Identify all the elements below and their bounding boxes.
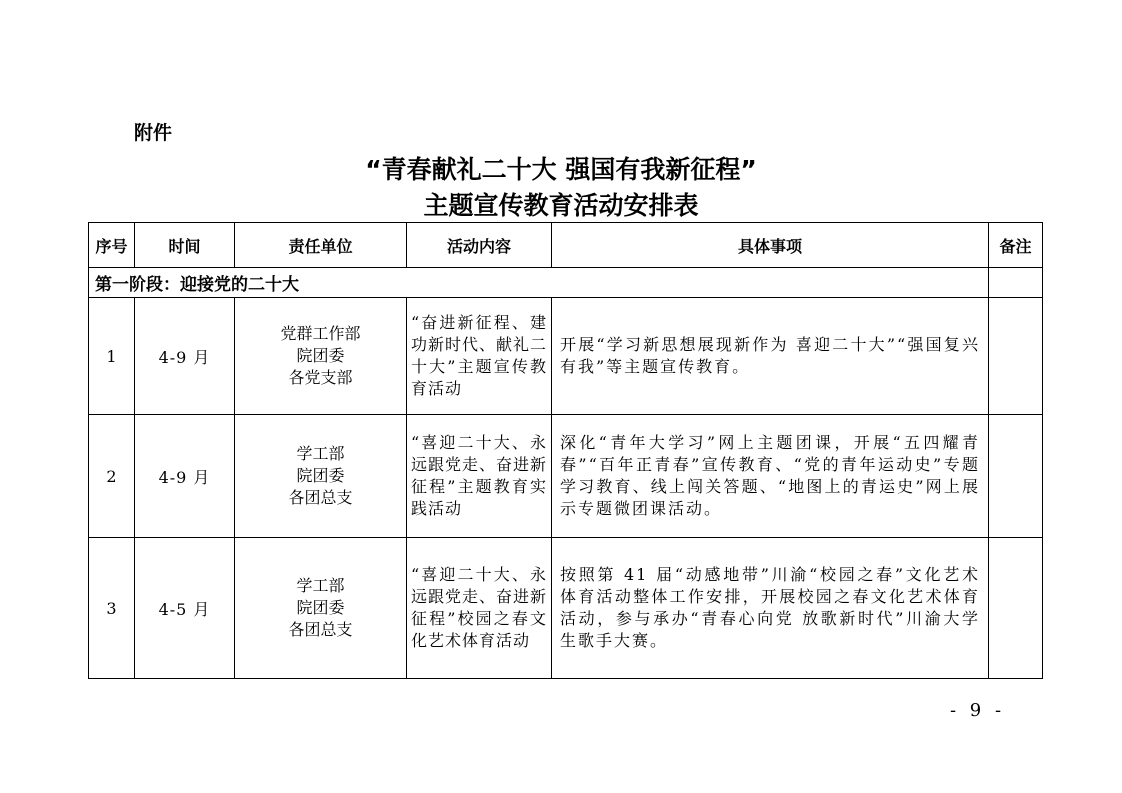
header-row: [89, 223, 1043, 268]
unit-line: 各团总支: [288, 488, 353, 507]
header-remark: 备注: [989, 223, 1043, 268]
row-detail: 深化“青年大学习”网上主题团课，开展“五四耀青春”“百年正青春”宣传教育、“党的青年运动史”专题学习教育、线上闯关答题、“地图上的青运史”网上展示专题微团课活动。: [552, 415, 989, 538]
row-seq: 2: [89, 415, 135, 538]
table-row: [89, 415, 1043, 538]
row-detail: 开展“学习新思想展现新作为 喜迎二十大”“强国复兴有我”等主题宣传教育。: [552, 298, 989, 415]
unit-line: 各党支部: [288, 368, 353, 387]
unit-line: 院团委: [296, 346, 345, 365]
header-seq: 序号: [89, 223, 135, 268]
page-number: - 9 -: [950, 700, 1006, 721]
table-row: [89, 538, 1043, 679]
document-title-line1: “青春献礼二十大 强国有我新征程”: [365, 155, 757, 184]
row-time: 4-9 月: [135, 415, 235, 538]
row-time: 4-9 月: [135, 298, 235, 415]
stage-remark-cell: [989, 268, 1043, 298]
row-remark: [989, 298, 1043, 415]
row-seq: 1: [89, 298, 135, 415]
row-unit: [235, 538, 407, 679]
row-seq: 3: [89, 538, 135, 679]
row-activity: “喜迎二十大、永远跟党走、奋进新征程”校园之春文化艺术体育活动: [407, 538, 552, 679]
row-unit: [235, 298, 407, 415]
document-title-line2: 主题宣传教育活动安排表: [423, 191, 699, 220]
row-remark: [989, 538, 1043, 679]
unit-line: 党群工作部: [280, 324, 361, 343]
row-time: 4-5 月: [135, 538, 235, 679]
unit-line: 学工部: [296, 576, 345, 595]
header-unit: 责任单位: [235, 223, 407, 268]
row-activity: “奋进新征程、建功新时代、献礼二十大”主题宣传教育活动: [407, 298, 552, 415]
header-activity: 活动内容: [407, 223, 552, 268]
table-row: [89, 298, 1043, 415]
header-detail: 具体事项: [552, 223, 989, 268]
row-activity: “喜迎二十大、永远跟党走、奋进新征程”主题教育实践活动: [407, 415, 552, 538]
header-time: 时间: [135, 223, 235, 268]
stage-row: [89, 268, 1043, 298]
attachment-label: 附件: [134, 122, 173, 144]
unit-line: 院团委: [296, 598, 345, 617]
unit-line: 各团总支: [288, 620, 353, 639]
row-remark: [989, 415, 1043, 538]
row-detail: 按照第 41 届“动感地带”川渝“校园之春”文化艺术体育活动整体工作安排，开展校园之春文化艺术体育活动，参与承办“青春心向党 放歌新时代”川渝大学生歌手大赛。: [552, 538, 989, 679]
unit-line: 院团委: [296, 466, 345, 485]
unit-line: 学工部: [296, 444, 345, 463]
stage-title: 第一阶段：迎接党的二十大: [89, 268, 989, 298]
row-unit: [235, 415, 407, 538]
schedule-table: [88, 222, 1043, 679]
